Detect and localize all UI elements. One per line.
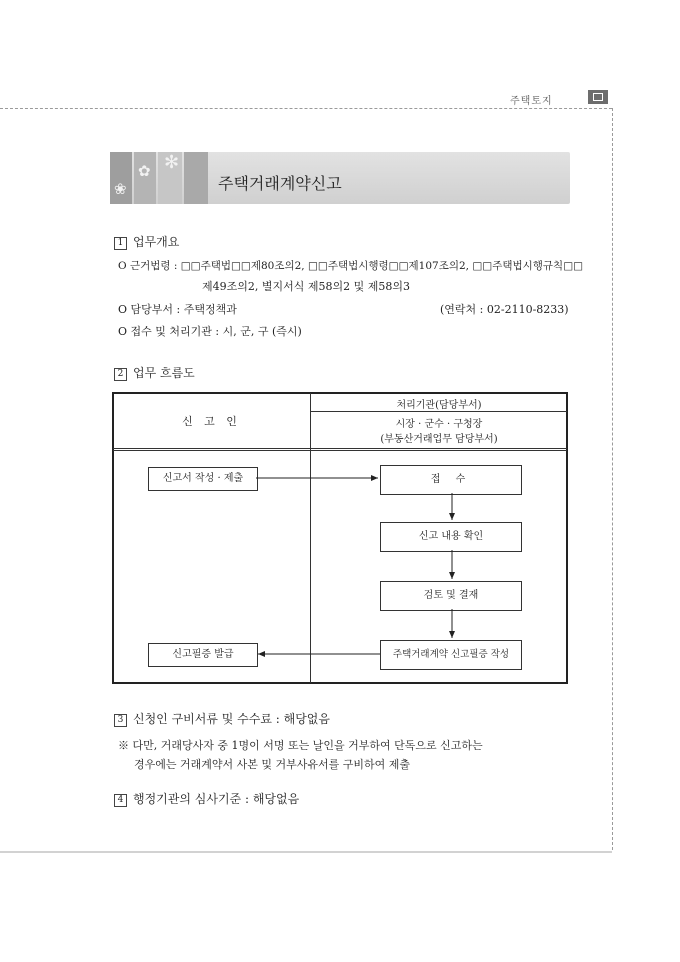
contact-line: (연락처 : 02-2110-8233)	[440, 303, 569, 316]
section-title: 업무개요	[133, 235, 180, 249]
section-3-heading	[114, 710, 330, 727]
star-icon: ✻	[164, 152, 180, 173]
step-receive: 접 수	[380, 465, 522, 495]
flower-icon: ✿	[138, 162, 151, 180]
step-verify: 신고 내용 확인	[380, 522, 522, 552]
column-subheader-dept: (부동산거래업무 담당부서)	[380, 434, 498, 445]
flower-icon: ❀	[114, 180, 127, 198]
page-title: 주택거래계약신고	[218, 174, 342, 193]
section-number: 4	[114, 794, 127, 807]
section-number: 3	[114, 714, 127, 727]
step-review-approve: 검토 및 결재	[380, 581, 522, 611]
basis-law-continuation: 제49조의2, 별지서식 제58의2 및 제58의3	[202, 280, 410, 293]
section-title: 행정기관의 심사기준 : 해당없음	[133, 792, 300, 806]
basis-law-line: O 근거법령 : □□주택법□□제80조의2, □□주택법시행령□□제107조의2, □□주택법시행규칙□□	[118, 260, 584, 272]
note-line-2: 경우에는 거래계약서 사본 및 거부사유서를 구비하여 제출	[134, 758, 411, 771]
step-issue-certificate: 신고필증 발급	[148, 643, 258, 667]
column-header-reporter: 신 고 인	[182, 415, 241, 428]
column-subheader-mayor: 시장 · 군수 · 구청장	[395, 419, 483, 430]
section-number: 1	[114, 237, 127, 250]
processing-agency-line: O 접수 및 처리기관 : 시, 군, 구 (즉시)	[118, 325, 302, 338]
section-4-heading	[114, 790, 299, 807]
step-submit-report: 신고서 작성 · 제출	[148, 467, 258, 491]
column-header-agency: 처리기관(담당부서)	[396, 400, 482, 411]
section-title: 업무 흐름도	[133, 366, 195, 380]
step-create-certificate: 주택거래계약 신고필증 작성	[380, 640, 522, 670]
section-title: 신청인 구비서류 및 수수료 : 해당없음	[133, 712, 330, 726]
note-line-1: ※ 다만, 거래당사자 중 1명이 서명 또는 날인을 거부하여 단독으로 신고하는	[118, 739, 483, 752]
section-number: 2	[114, 368, 127, 381]
running-title: 주택토지	[510, 96, 553, 107]
department-line: O 담당부서 : 주택정책과	[118, 303, 237, 316]
